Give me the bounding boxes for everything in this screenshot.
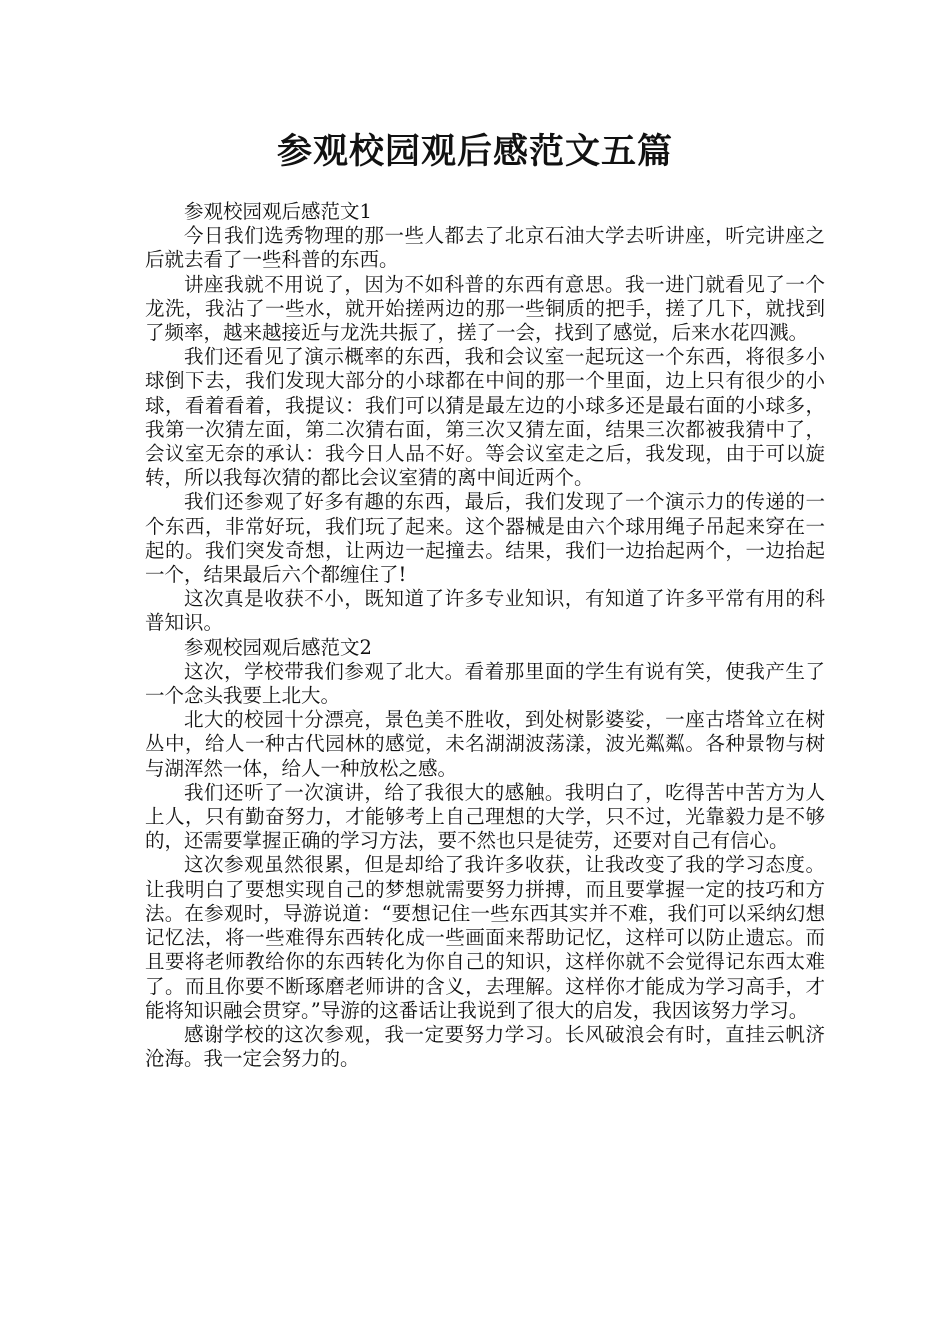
section-heading-2: 参观校园观后感范文2 <box>184 635 372 659</box>
section-heading-1: 参观校园观后感范文1 <box>184 200 372 223</box>
paragraph: 北大的校园十分漂亮，景色美不胜收，到处树影婆娑，一座古塔耸立在树丛中，给人一种古代园林的感觉，未名湖湖波荡漾，波光粼粼。各种景物与树与湖浑然一体，给人一种放松之感。 <box>145 708 825 780</box>
paragraph: 今日我们选秀物理的那一些人都去了北京石油大学去听讲座，听完讲座之后就去看了一些科普的东西。 <box>145 224 825 272</box>
paragraph: 这次，学校带我们参观了北大。看着那里面的学生有说有笑，使我产生了一个念头我要上北大。 <box>145 659 825 708</box>
paragraph: 这次真是收获不小，既知道了许多专业知识，有知道了许多平常有用的科普知识。 <box>145 587 825 635</box>
paragraph: 我们还参观了好多有趣的东西，最后，我们发现了一个演示力的传递的一个东西，非常好玩，我们玩了起来。这个器械是由六个球用绳子吊起来穿在一起的。我们突发奇想，让两边一起撞去。结果，我们一边抬起两个，一边抬起一个，结果最后六个都缠住了! <box>145 490 825 587</box>
paragraph: 这次参观虽然很累，但是却给了我许多收获，让我改变了我的学习态度。让我明白了要想实现自己的梦想就需要努力拼搏，而且要掌握一定的技巧和方法。在参观时，导游说道：“要想记住一些东西其实并不难，我们可以采纳幻想记忆法，将一些难得东西转化成一些画面来帮助记忆，这样可以防止遗忘。而且要将老师教给你的东西转化为你自己的知识，这样你就不会觉得记东西太难了。而且你要不断琢磨老师讲的含义，去理解。这样你才能成为学习高手，才能将知识融会贯穿。”导游的这番话让我说到了很大的启发，我因该努力学习。 <box>145 853 825 1022</box>
paragraph: 我们还看见了演示概率的东西，我和会议室一起玩这一个东西，将很多小球倒下去，我们发现大部分的小球都在中间的那一个里面，边上只有很少的小球，看着看着，我提议：我们可以猜是最左边的小球多还是最右面的小球多，我第一次猜左面，第二次猜右面，第三次又猜左面，结果三次都被我猜中了，会议室无奈的承认：我今日人品不好。等会议室走之后，我发现，由于可以旋转，所以我每次猜的都比会议室猜的离中间近两个。 <box>145 345 825 490</box>
paragraph: 讲座我就不用说了，因为不如科普的东西有意思。我一进门就看见了一个龙洗，我沾了一些水，就开始搓两边的那一些铜质的把手，搓了几下，就找到了频率，越来越接近与龙洗共振了，搓了一会，找到了感觉，后来水花四溅。 <box>145 272 825 345</box>
paragraph: 感谢学校的这次参观，我一定要努力学习。长风破浪会有时，直挂云帆济沧海。我一定会努力的。 <box>145 1022 825 1071</box>
paragraph: 我们还听了一次演讲，给了我很大的感触。我明白了，吃得苦中苦方为人上人，只有勤奋努力，才能够考上自己理想的大学，只不过，光靠毅力是不够的，还需要掌握正确的学习方法，要不然也只是徒劳，还要对自己有信心。 <box>145 780 825 853</box>
document-body <box>145 200 825 1071</box>
document-title: 参观校园观后感范文五篇 <box>276 131 673 172</box>
